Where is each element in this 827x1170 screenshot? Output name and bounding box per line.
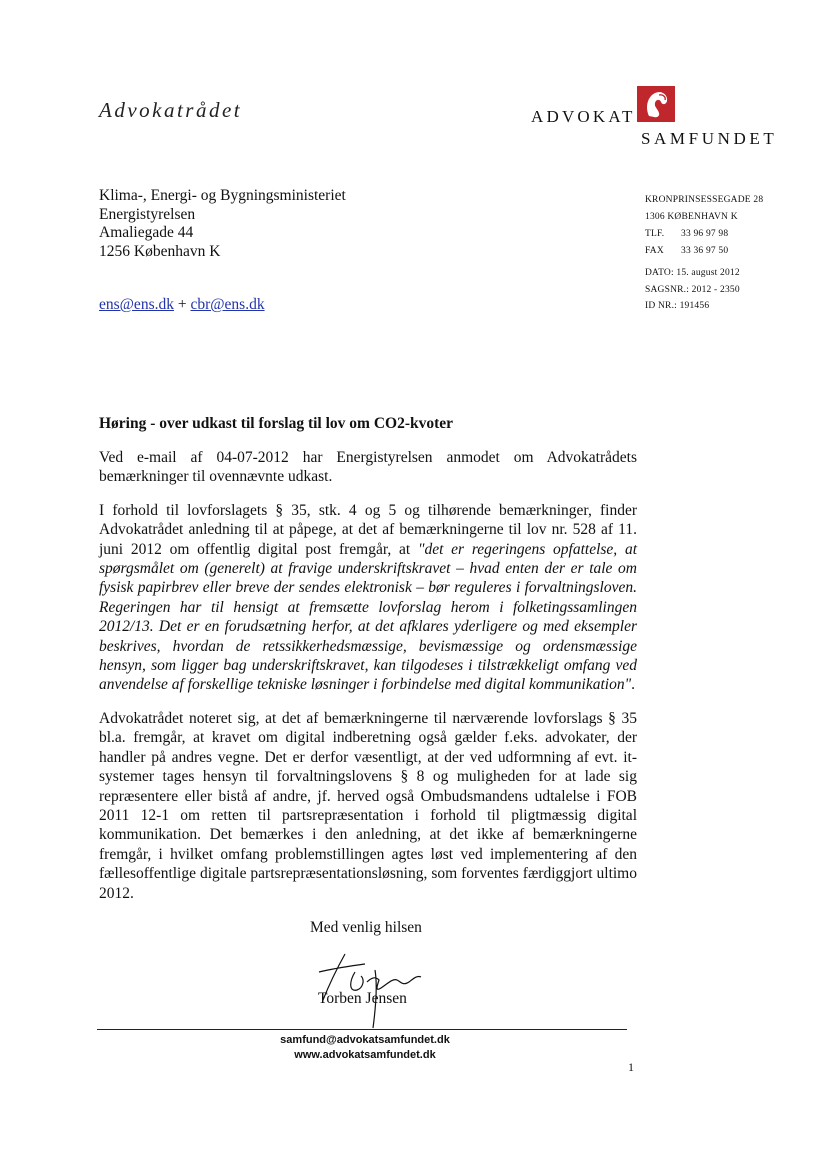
sender-street: KRONPRINSESSEGADE 28 bbox=[645, 195, 764, 205]
recipient-line: Amaliegade 44 bbox=[99, 224, 194, 242]
meta-id-number: ID NR.: 191456 bbox=[645, 301, 710, 311]
letter-subject: Høring - over udkast til forslag til lov om CO2-kvoter bbox=[99, 415, 454, 432]
logo-text-advokat: ADVOKAT bbox=[531, 107, 636, 126]
sender-fax bbox=[645, 243, 763, 260]
sender-address bbox=[645, 192, 763, 260]
footer bbox=[230, 1033, 500, 1063]
fax-value: 33 36 97 50 bbox=[681, 246, 729, 256]
phone-label: TLF. bbox=[645, 229, 665, 239]
body-paragraph: Ved e-mail af 04-07-2012 har Energistyrelsen anmodet om Advokatrådets bemærkninger til ovennævnte udkast. bbox=[99, 449, 637, 486]
sender-phone bbox=[645, 226, 763, 243]
stylized-helmet-icon bbox=[637, 86, 675, 122]
logo-text-samfundet: SAMFUNDET bbox=[641, 129, 778, 148]
sender-city: 1306 KØBENHAVN K bbox=[645, 212, 738, 222]
footer-email[interactable]: samfund@advokatsamfundet.dk bbox=[280, 1034, 450, 1046]
phone-value: 33 96 97 98 bbox=[681, 229, 729, 239]
body-paragraph: Advokatrådet noteret sig, at det af bemærkningerne til nærværende lovforslags § 35 bl.a. fremgår, at kravet om digital indberetning også gælder f.eks. advokater, der handler på andres vegne. Det er derfor væsentligt, at der ved udformning af evt. it-systemer tages hensyn til forvaltningslovens § 8 og muligheden for at lade sig repræsentere eller bistå af andre, jf. herved også Ombudsmandens udtalelse i FOB 2011 12-1 om retten til partsrepræsentation i forhold til pligtmæssig digital kommunikation. Det bemærkes i den anledning, at det ikke af bemærkningerne fremgår, i hvilket omfang problemstillingen agtes løst ved implementering af den fællesoffentlige digitale partsrepræsentationsløsning, som forventes færdiggjort ultimo 2012. bbox=[99, 709, 637, 902]
handwritten-signature bbox=[305, 942, 435, 1032]
quoted-passage: "det er regeringens opfattelse, at spørgsmålet om (generelt) at fravige underskriftskravet – hvad enten der er tale om fysisk papirbrev eller breve der sendes elektronisk – bør reguleres i forvaltningsloven. Regeringen har til hensigt at fremsætte lovforslag herom i folketingssamlingen 2012/13. Det er en forudsætning herfor, at det afklares yderligere og med eksempler beskrives, hvordan de retssikkerhedsmæssige, bevismæssige og ordensmæssige hensyn, som ligger bag underskriftskravet, kan tilgodeses i tilstrækkeligt omfang ved anvendelse af forskellige tekniske løsninger i forbindelse med digital kommunikation" bbox=[99, 540, 637, 694]
recipient-emails bbox=[99, 296, 265, 314]
paragraph-intro: I forhold til lovforslagets § 35, stk. 4 og 5 og tilhørende bemærkninger, finder Advokatrådet anledning til at påpege, at det af bemærkningerne til lov nr. 528 af 11. juni 2012 om offentlig digital post fremgår, at bbox=[99, 501, 637, 558]
footer-website[interactable]: www.advokatsamfundet.dk bbox=[294, 1049, 436, 1061]
letter-meta bbox=[645, 265, 740, 315]
meta-date: DATO: 15. august 2012 bbox=[645, 268, 740, 278]
email-link-cbr[interactable]: cbr@ens.dk bbox=[190, 296, 265, 313]
recipient-line: Energistyrelsen bbox=[99, 205, 196, 223]
meta-case-number: SAGSNR.: 2012 - 2350 bbox=[645, 284, 740, 295]
paragraph-end: . bbox=[631, 676, 635, 694]
recipient-line: Klima-, Energi- og Bygningsministeriet bbox=[99, 187, 346, 204]
signer-name: Torben Jensen bbox=[318, 990, 407, 1007]
footer-divider bbox=[97, 1029, 627, 1030]
body-paragraph bbox=[99, 501, 637, 695]
email-link-ens[interactable]: ens@ens.dk bbox=[99, 296, 174, 313]
letter-body bbox=[99, 448, 637, 917]
brand-left-title: Advokatrådet bbox=[99, 98, 243, 122]
recipient-address bbox=[99, 187, 346, 261]
recipient-line: 1256 København K bbox=[99, 242, 221, 260]
closing-greeting: Med venlig hilsen bbox=[310, 919, 422, 936]
page-number: 1 bbox=[628, 1060, 634, 1074]
email-separator: + bbox=[177, 296, 187, 313]
fax-label: FAX bbox=[645, 246, 664, 256]
